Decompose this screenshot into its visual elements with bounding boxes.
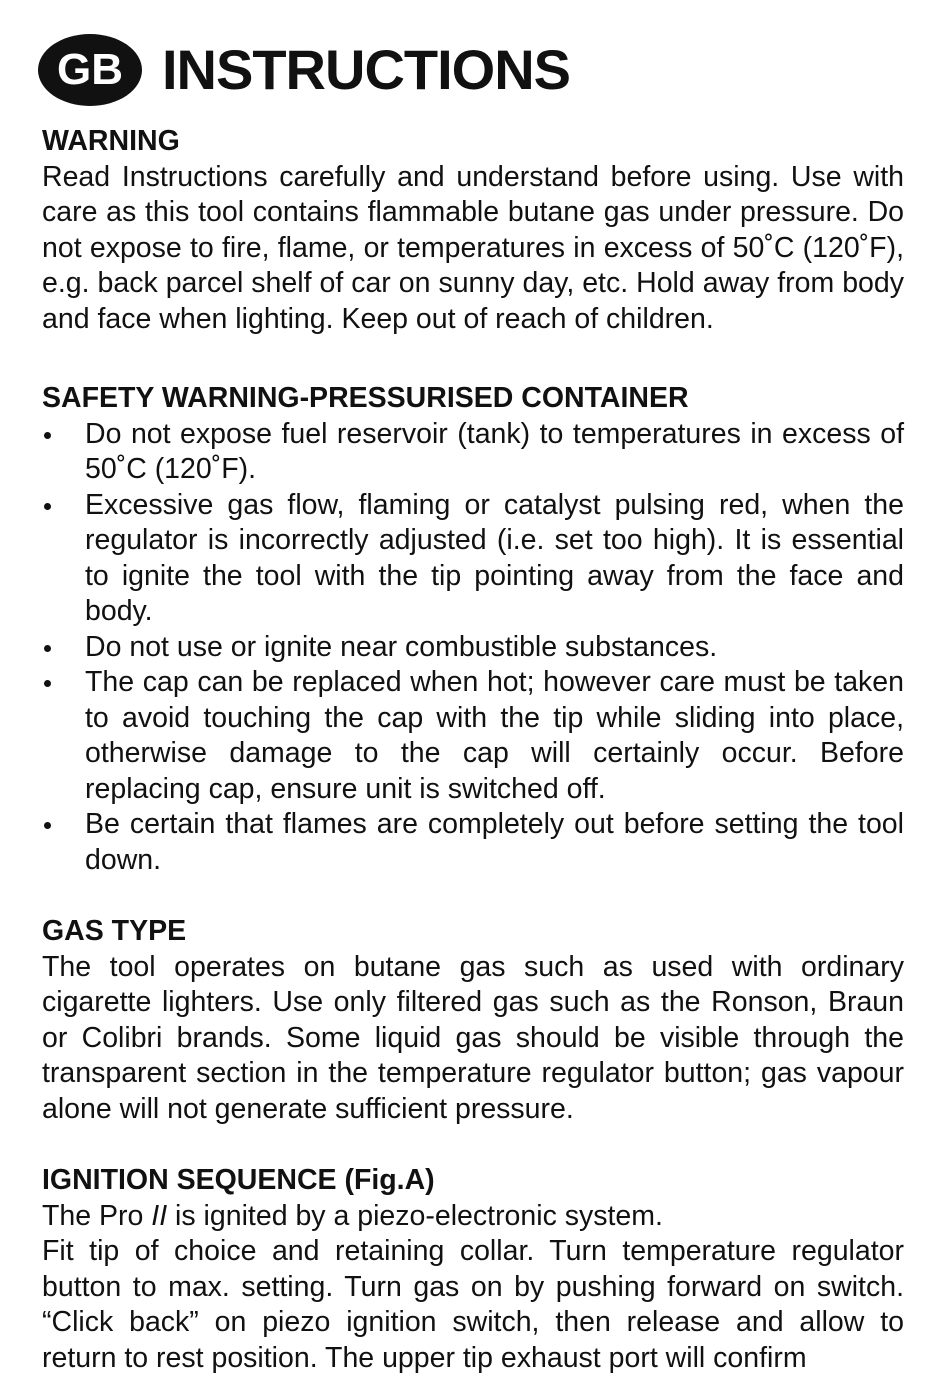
instructions-body: [42, 124, 904, 1376]
ignition-intro: [42, 1199, 904, 1235]
warning-section: [42, 124, 904, 337]
ignition-text: Fit tip of choice and retaining collar. Turn temperature regulator button to max. setting. Turn gas on by pushing forward on switch. “Click back” on piezo ignition switch, then release and allow to return to rest position. The upper tip exhaust port will confirm: [42, 1235, 904, 1374]
safety-bullet-list: [42, 417, 904, 879]
bullet-dot-icon: [44, 645, 51, 652]
safety-bullet: [42, 807, 904, 878]
gas-type-section: [42, 914, 904, 1127]
safety-bullet-text: Excessive gas flow, flaming or catalyst pulsing red, when the regulator is incorrectly adjusted (i.e. set too high). It is essential to ignite the tool with the tip pointing away from the face and body.: [85, 488, 904, 627]
warning-heading: WARNING: [42, 125, 180, 157]
safety-heading: SAFETY WARNING-PRESSURISED CONTAINER: [42, 382, 689, 414]
language-badge: GB: [38, 34, 142, 106]
safety-bullet-text: Do not expose fuel reservoir (tank) to temperatures in excess of 50˚C (120˚F).: [85, 417, 904, 485]
page-title: INSTRUCTIONS: [162, 38, 570, 101]
ignition-heading: IGNITION SEQUENCE (Fig.A): [42, 1164, 435, 1196]
safety-bullet-text: Be certain that flames are completely out before setting the tool down.: [85, 808, 904, 876]
safety-bullet-text: The cap can be replaced when hot; however care must be taken to avoid touching the cap with the tip while sliding into place, otherwise damage to the cap will certainly occur. Before replacing cap, ensure unit is switched off.: [85, 666, 904, 805]
bullet-dot-icon: [44, 503, 51, 510]
safety-bullet: [42, 630, 904, 666]
safety-bullet: [42, 417, 904, 488]
warning-text: Read Instructions carefully and understand before using. Use with care as this tool contains flammable butane gas under pressure. Do not expose to fire, flame, or temperatures in excess of 50˚C (120˚F), e.g. back parcel shelf of car on sunny day, etc. Hold away from body and face when lighting. Keep out of reach of children.: [42, 160, 904, 335]
safety-bullet: [42, 488, 904, 630]
gas-type-heading: GAS TYPE: [42, 915, 187, 947]
bullet-dot-icon: [44, 680, 51, 687]
ignition-section: [42, 1163, 904, 1376]
bullet-dot-icon: [44, 822, 51, 829]
safety-section: [42, 381, 904, 878]
ignition-intro-after: is ignited by a piezo-electronic system.: [167, 1199, 663, 1232]
model-name: II: [151, 1199, 168, 1232]
bullet-dot-icon: [44, 432, 51, 439]
gas-type-text: The tool operates on butane gas such as used with ordinary cigarette lighters. Use only filtered gas such as the Ronson, Braun or Colibri brands. Some liquid gas should be visible through the transparent section in the temperature regulator button; gas vapour alone will not generate sufficient pressure.: [42, 950, 904, 1125]
safety-bullet-text: Do not use or ignite near combustible substances.: [85, 630, 718, 663]
safety-bullet: [42, 665, 904, 807]
ignition-intro-before: The Pro: [42, 1199, 152, 1232]
page-header: [38, 34, 570, 106]
